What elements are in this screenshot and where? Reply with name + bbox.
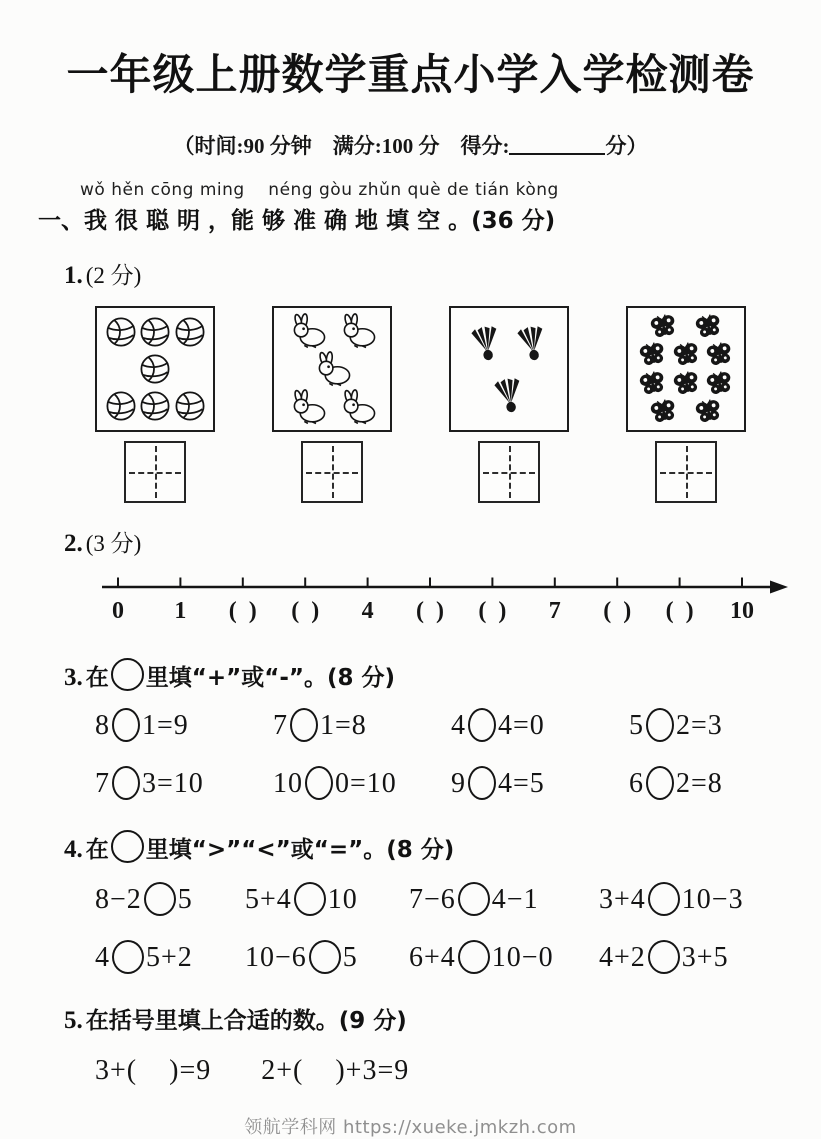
answer-circle [290,708,318,742]
exam-info-line [38,130,783,160]
equation [273,766,451,800]
equation-right: 4−1 [491,884,539,915]
q5-equations [95,1055,783,1087]
watermark-footer: 领航学科网 https://xueke.jmkzh.com [244,1117,577,1138]
section-pinyin: wǒ hěn cōng ming néng gòu zhǔn què de tián kòng [80,180,559,200]
answer-circle [646,708,674,742]
numberline-label: ( ) [416,598,444,624]
q3-heading-pre: 在 [85,665,109,691]
answer-circle [112,940,144,974]
answer-circle [468,708,496,742]
basketball-icon [174,390,206,422]
answer-circle [305,766,333,800]
icon-row [633,398,739,425]
equation-left: 4+2 [599,942,646,973]
equation-left: 8−2 [95,884,142,915]
numberline-label: ( ) [478,598,507,624]
equation [245,882,409,916]
rabbit-icon [335,313,379,349]
butterfly-icon [670,339,702,371]
butterfly-icon [692,310,724,342]
q1-label [64,257,783,290]
equation-left: 8 [95,710,110,741]
equation [629,766,783,800]
answer-circle [468,766,496,800]
icon-row [279,313,385,349]
numberline-label: ( ) [291,598,320,624]
q5-heading [64,1002,783,1035]
answer-circle [144,882,176,916]
butterflies-group [626,306,746,503]
answer-writing-grid [478,441,540,503]
answer-circle [648,882,680,916]
equation [95,708,273,742]
equation-left: 7−6 [409,884,456,915]
answer-circle [309,940,341,974]
shuttlecock-icon [468,321,504,366]
equation [409,882,599,916]
icon-row [102,390,208,422]
icon-row [279,389,385,425]
equation-right: 3+5 [681,942,729,973]
equation-left: 5+4 [245,884,292,915]
q3-heading-post: 里填“+”或“-”。(8 分) [145,665,396,691]
shuttlecocks-group [449,306,569,503]
numberline-label: 7 [548,598,561,624]
equation-left: 9 [451,768,466,799]
icon-row [633,370,739,397]
answer-circle [112,766,140,800]
equation-left: 6+4 [409,942,456,973]
q4-heading [64,830,783,864]
equation-right: 2=8 [676,768,723,799]
circle-blank-icon [111,658,144,691]
info-text: （时间:90 分钟 满分:100 分 得分: [173,134,510,158]
rabbit-icon [285,313,329,349]
q2-number-line [96,572,796,636]
equation-right: 4=5 [498,768,545,799]
butterfly-icon [637,339,669,371]
shuttlecock-icon [491,373,527,418]
count-box-shuttlecocks [449,306,569,432]
equation-left: 3+4 [599,884,646,915]
equation [451,766,629,800]
equation-right: 10−3 [681,884,744,915]
answer-writing-grid [124,441,186,503]
answer-writing-grid [301,441,363,503]
arrow-right-icon [770,581,788,594]
answer-circle [648,940,680,974]
equation: 2+( )+3=9 [261,1055,410,1086]
page-title: 一年级上册数学重点小学入学检测卷 [66,50,755,99]
basketball-icon [105,390,137,422]
equation [629,708,783,742]
icon-row [102,316,208,348]
numberline-label: ( ) [665,598,694,624]
equation-right: 5+2 [146,942,193,973]
basketball-icon [105,316,137,348]
icon-row [633,313,739,340]
rabbit-icon [335,389,379,425]
equation-right: 1=8 [320,710,367,741]
q4-heading-pre: 在 [85,837,109,863]
q2-number: 2. [64,530,83,557]
answer-circle [646,766,674,800]
equation-left: 5 [629,710,644,741]
equation-right: 0=10 [335,768,397,799]
answer-writing-grid [655,441,717,503]
q3-heading [64,658,783,692]
answer-circle [458,940,490,974]
equation-left: 4 [95,942,110,973]
equation-left: 10 [273,768,303,799]
q1-score: (2 分) [85,263,142,288]
equation: 3+( )=9 [95,1055,212,1086]
rabbits-group [272,306,392,503]
equation-left: 7 [95,768,110,799]
equation-left: 7 [273,710,288,741]
q2-score: (3 分) [85,531,142,556]
butterfly-icon [670,367,702,399]
equation [451,708,629,742]
icon-row [456,375,562,415]
numberline-label: ( ) [603,598,632,624]
basketballs-group [95,306,215,503]
q5-number: 5. [64,1007,83,1034]
q5-heading-text: 在括号里填上合适的数。(9 分) [85,1008,407,1034]
count-box-basketballs [95,306,215,432]
numberline-label: 0 [112,598,124,624]
q1-number: 1. [64,262,83,289]
equation-left: 6 [629,768,644,799]
rabbit-icon [310,351,354,387]
equation [273,708,451,742]
equation [95,766,273,800]
q1-count-boxes [95,306,783,503]
number-line-axis [96,572,796,596]
numberline-label: 4 [361,598,374,624]
icon-row [456,323,562,363]
q4-number: 4. [64,836,83,863]
basketball-icon [139,316,171,348]
basketball-icon [174,316,206,348]
equation-right: 5 [342,942,358,973]
icon-row [279,351,385,387]
q3-number: 3. [64,664,83,691]
butterfly-icon [637,367,669,399]
equation [599,940,783,974]
equation-right: 4=0 [498,710,545,741]
numberline-label: ( ) [228,598,257,624]
info-suffix: 分） [605,134,648,158]
q4-equations [95,882,783,974]
equation-right: 5 [177,884,193,915]
equation-right: 10−0 [491,942,554,973]
equation-right: 3=10 [142,768,204,799]
count-box-rabbits [272,306,392,432]
answer-circle [294,882,326,916]
equation [599,882,783,916]
numberline-label: 1 [174,598,187,624]
equation [409,940,599,974]
basketball-icon [139,390,171,422]
equation-left: 4 [451,710,466,741]
icon-row [102,353,208,385]
section-one-heading: 一、我 很 聪 明 ，能 够 准 确 地 填 空 。(36 分) [38,208,556,234]
equation-left: 10−6 [245,942,307,973]
equation [95,940,245,974]
q4-heading-post: 里填“>”“<”或“=”。(8 分) [145,837,455,863]
circle-blank-icon [111,830,144,863]
rabbit-icon [285,389,329,425]
count-box-butterflies [626,306,746,432]
q2-label [64,525,783,558]
shuttlecock-icon [513,321,549,366]
equation-right: 1=9 [142,710,189,741]
score-blank-line [509,135,605,155]
answer-circle [112,708,140,742]
butterfly-icon [692,396,724,428]
icon-row [633,341,739,368]
equation [245,940,409,974]
butterfly-icon [648,396,680,428]
q3-equations [95,708,783,800]
basketball-icon [139,353,171,385]
answer-circle [458,882,490,916]
equation-right: 10 [327,884,358,915]
equation [95,882,245,916]
numberline-label: 10 [730,598,754,624]
butterfly-icon [703,367,735,399]
equation-right: 2=3 [676,710,723,741]
butterfly-icon [703,339,735,371]
butterfly-icon [648,310,680,342]
